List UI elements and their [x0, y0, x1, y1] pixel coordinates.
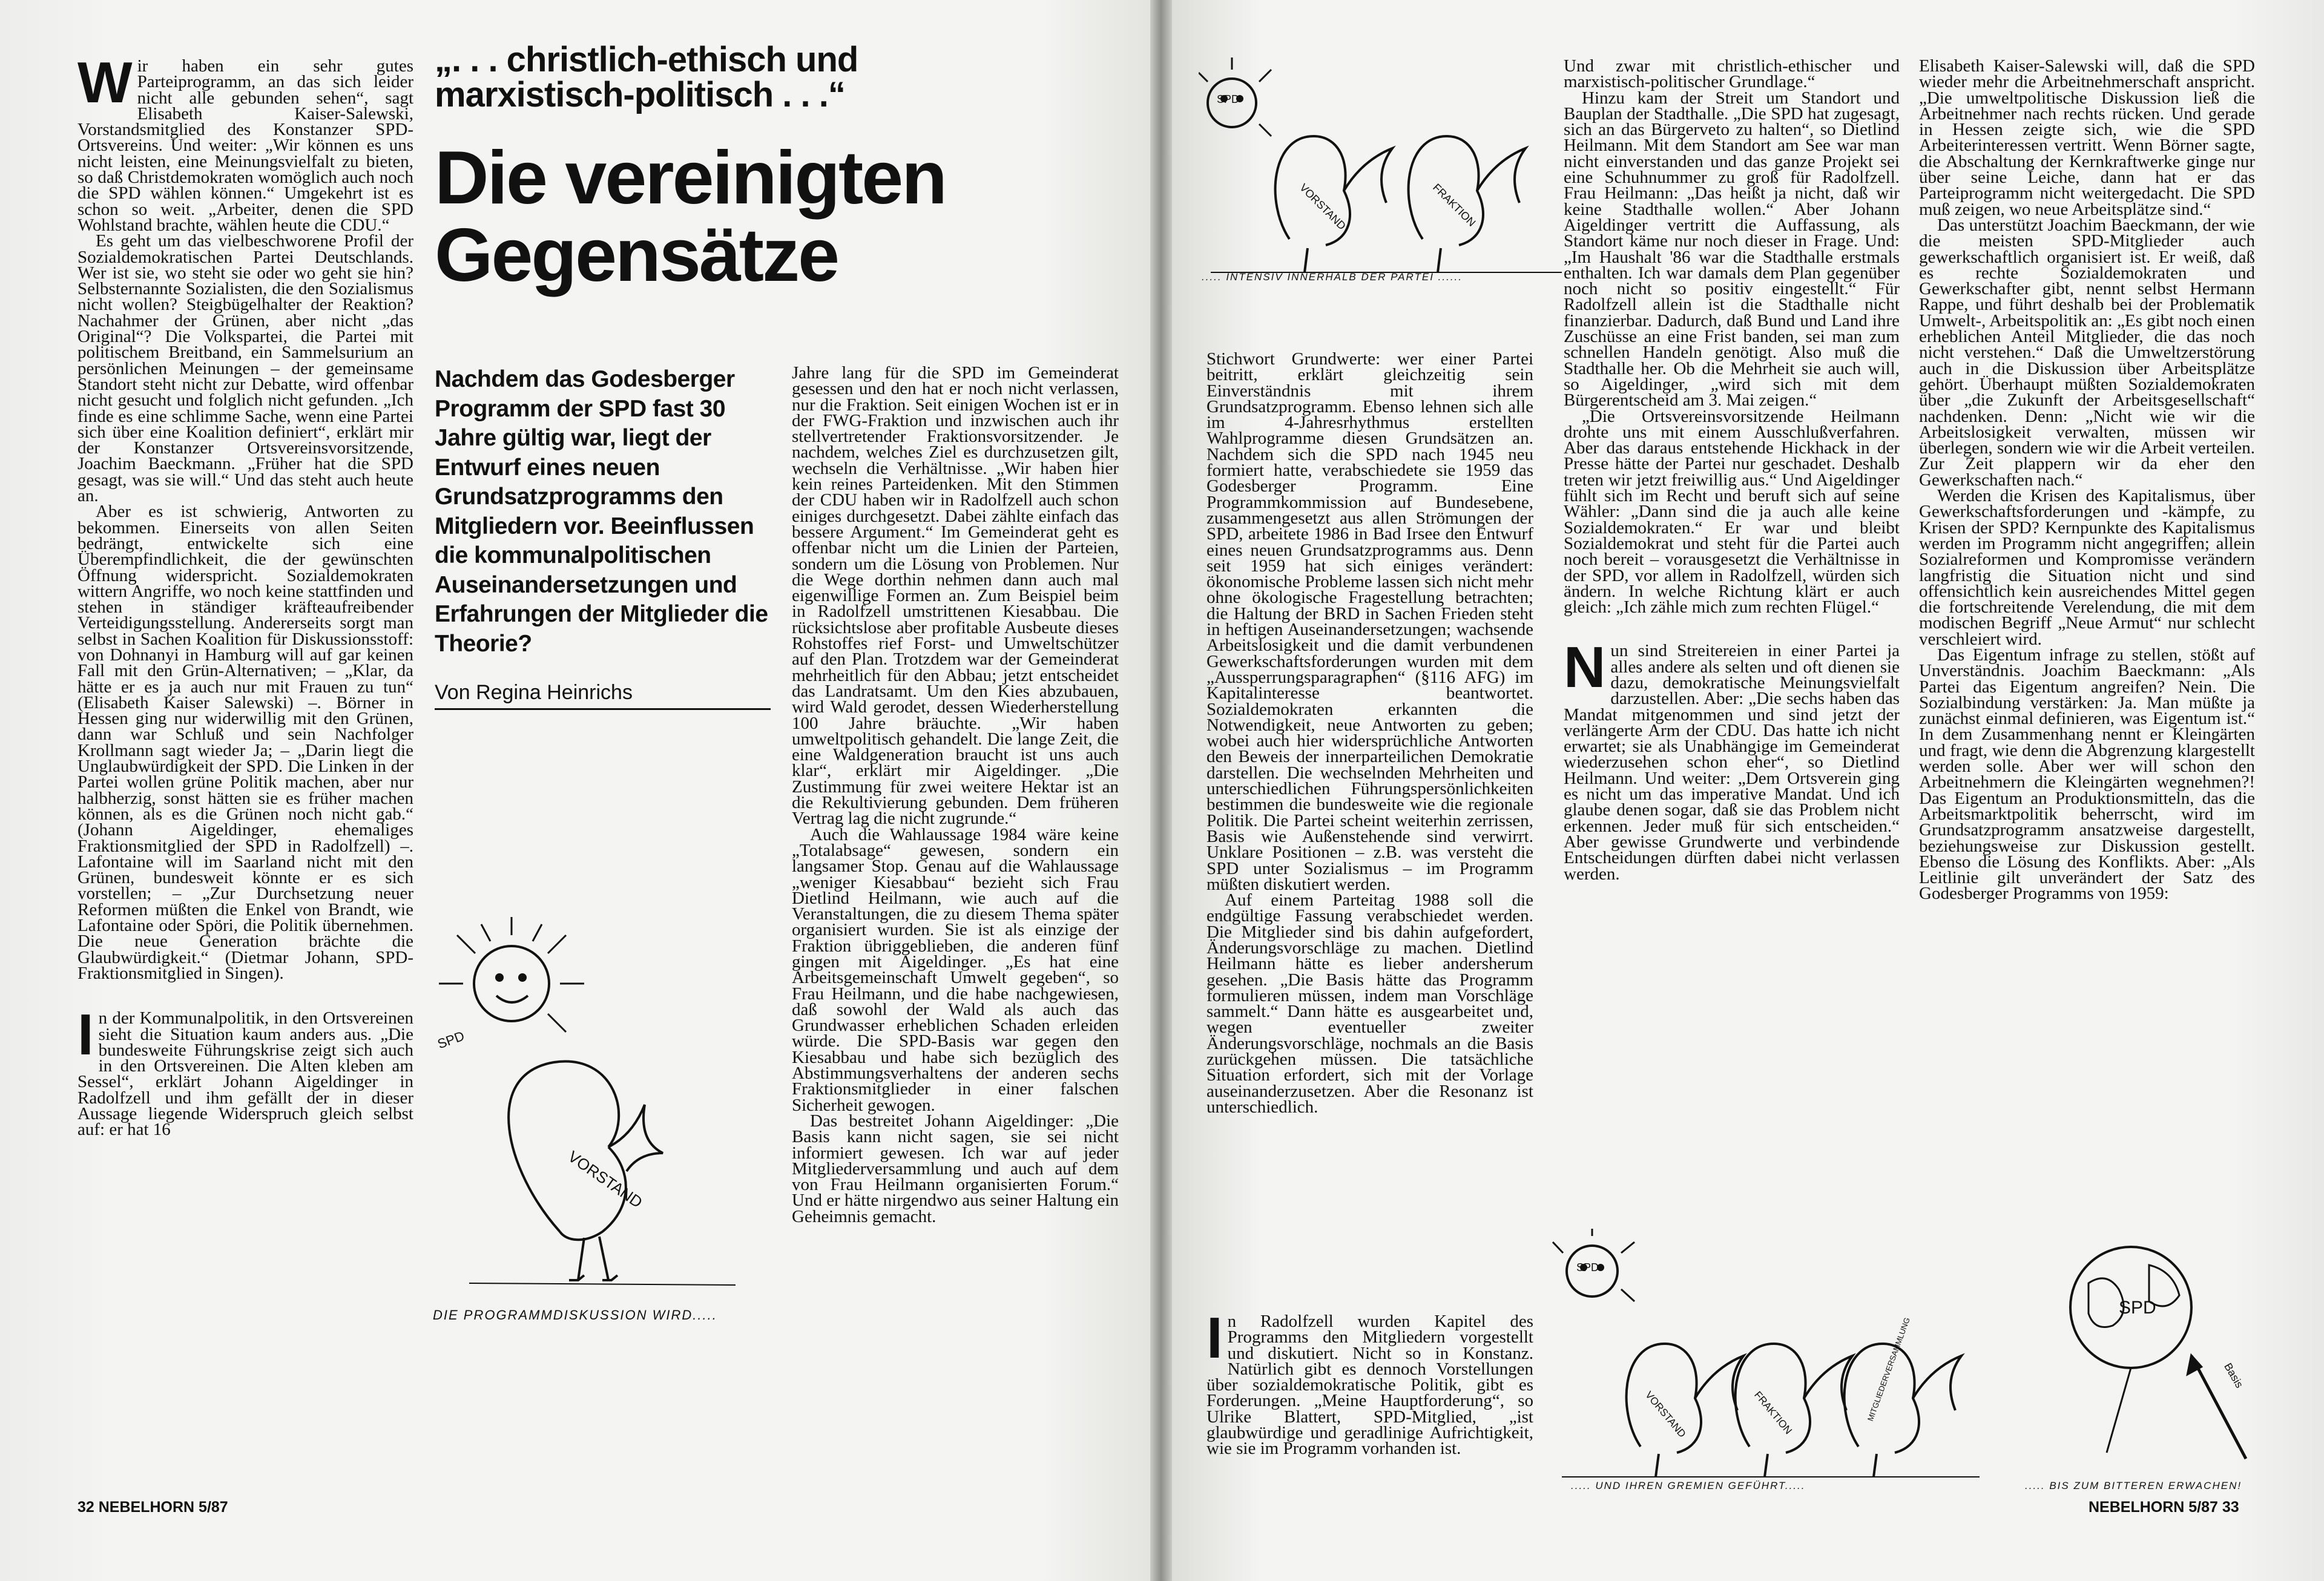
- cartoon-caption: DIE PROGRAMMDISKUSSION WIRD.....: [433, 1307, 717, 1323]
- body-label: FRAKTION: [1752, 1389, 1794, 1437]
- arrow-label: Basis: [2222, 1361, 2246, 1390]
- lead-paragraph: Nachdem das Godesberger Programm der SPD fast 30 Jahre gültig war, liegt der Entwurf eines neuen Grundsatzprogramms den Mitgliedern vor. Beeinflussen die kommunalpolitischen Auseinandersetzungen und Erfahrungen der Mitglieder die Theorie?: [435, 366, 768, 657]
- paragraph: Elisabeth Kaiser-Salewski will, daß die SPD wieder mehr die Arbeitnehmerschaft anspricht. „Die umweltpolitische Diskussion ließ die Arbeitnehmer nach rechts rücken. Und gerade in Hessen zeigte sich, wie die SPD Arbeiterinteressen vertritt. Wenn Börner sagte, die Abschaltung der Kernkraftwerke ginge nur über seine Leiche, dann hat er das Parteiprogramm nicht weitergedacht. Die SPD muß zeigen, wo neue Arbeitsplätze sind.“: [1919, 58, 2255, 219]
- paragraph: Aber es ist schwierig, Antworten zu bekommen. Einerseits von allen Seiten bedrängt, entwickelte sich eine Überempfindlichkeit, die der gewünschten Öffnung widerspricht. Sozialdemokraten wittern Angriffe, wo noch keine stattfinden und stehen in ständiger kräfteaufreibender Verteidigungsstellung. Andererseits sorgt man selbst in Sachen Koalition für Diskussionsstoff: von Dohnanyi in Hamburg will auf gar keinen Fall mit den Grün-Alternativen; – „Klar, da hätte er es ja auch nur mit Frauen zu tun“ (Elisabeth Kaiser Salewski) –. Börner in Hessen ging nur widerwillig mit den Grünen, dann war Schluß und sein Nachfolger Krollmann sagt wieder Ja; – „Darin liegt die Unglaubwürdigkeit der SPD. Die Linken in der Partei wollen grüne Politik machen, aber nur halbherzig, sonst hätten sie es früher machen können, als es die Grünen noch nicht gab.“ (Johann Aigeldinger, ehemaliges Fraktionsmitglied der SPD in Radolfzell) –. Lafontaine will im Saarland nicht mit den Grünen, bundesweit könnte er es sich vorstellen; – „Zur Durchsetzung neuer Reformen müßten die Enkel von Brandt, wie Lafontaine oder Spöri, die Politik übernehmen. Die neue Generation brächte die Glaubwürdigkeit.“ (Dietmar Johann, SPD-Fraktionsmitglied in Singen).: [77, 502, 413, 983]
- paragraph: Jahre lang für die SPD im Gemeinderat gesessen und den hat er noch nicht verlassen, nur die Fraktion. Seit einigen Wochen ist er in der FWG-Fraktion und inzwischen auch ihr stellvertretender Fraktionsvorsitzender. Je nachdem, welches Ziel es durchzusetzen gilt, wechseln die Verhältnisse. „Wir haben hier kein reines Parteidenken. Mit den Stimmen der CDU haben wir in Radolfzell auch schon einiges durchgesetzt. Dabei zählte einfach das bessere Argument.“ Im Gemeinderat geht es offenbar nicht um die Linien der Parteien, sondern um die Lösung von Problemen. Nur die Wege dorthin nehmen dann auch mal eigenwillige Formen an. Zum Beispiel beim in Radolfzell umstrittenen Kiesabbau. Die rücksichtslose aber profitable Ausbeute dieses Rohstoffes rief Forst- und Umweltschützer auf den Plan. Trotzdem war der Gemeinderat mehrheitlich für den Abbau; jetzt entscheidet das Landratsamt. Um den Kies abzubauen, wird Wald gerodet, dessen Wiederherstellung 100 Jahre bräuchte. „Wir haben umweltpolitisch gehandelt. Die lange Zeit, die eine Waldgeneration braucht ist uns auch klar“, erklärt mir Aigeldinger. „Die Zustimmung für zwei weitere Hektar ist an die Rekultivierung gebunden. Dem früheren Vertrag lag die nicht zugrunde.“: [792, 365, 1119, 829]
- body-label: VORSTAND: [1643, 1389, 1688, 1440]
- drop-cap: N: [1564, 635, 1606, 700]
- cartoon-caption: ..... BIS ZUM BITTEREN ERWACHEN!: [2025, 1480, 2242, 1491]
- byline: Von Regina Heinrichs: [435, 681, 771, 710]
- headline: Die vereinigten Gegensätze: [435, 136, 946, 297]
- paragraph: „Die Ortsvereinsvorsitzende Heilmann drohte uns mit einem Ausschlußverfahren. Aber das daraus entstehende Hickhack in der Presse hätte der Partei nur geschadet. Deshalb treten wir jetzt freiwillig aus.“ Und Aigeldinger fühlt sich im Recht und beruft sich auf seine Wähler: „Dann sind die ja auch alle keine Sozialdemokraten.“ Er war und bleibt Sozialdemokrat und steht für die Partei auch noch bereit – vorausgesetzt die Verhältnisse in der SPD, vor allem in Radolfzell, würden sich ändern. In welche Richtung klärt er auch gleich: „Ich zähle mich zum rechten Flügel.“: [1564, 406, 1900, 617]
- paragraph: Stichwort Grundwerte: wer einer Partei beitritt, erklärt gleichzeitig sein Einverständnis mit ihrem Grundsatzprogramm. Ebenso lehnen sich alle im 4-Jahresrhythmus erstellten Wahlprogramme diesen Grundsätzen an. Nachdem sich die SPD nach 1945 neu formiert hatte, verabschiedete sie 1959 das Godesberger Programm. Eine Programmkommission auf Bundesebene, zusammengesetzt aus allen Strömungen der SPD, arbeitete 1986 in Bad Irsee den Entwurf eines neuen Grundsatzprogramms aus. Denn seit 1959 hat sich einiges verändert: ökonomische Probleme lassen sich nicht mehr ohne ökologische Fragestellung betrachten; die Haltung der BRD in Sachen Frieden steht in heftigen Auseinandersetzungen; wachsende Arbeitslosigkeit und die damit verbundenen Gewerkschaftsforderungen wurden mit dem „Aussperrungsparagraphen“ (§116 AFG) im Kapitalinteresse beantwortet. Sozialdemokraten erkannten die Notwendigkeit, neue Antworten zu geben; wobei auch hier widersprüchliche Antworten den Beweis der innerparteilichen Demokratie darstellen. Die wechselnden Mehrheiten und unterschiedlichen Führungspersönlichkeiten bestimmen die bundesweite wie die regionale Politik. Die Partei scheint weiterhin zerrissen, Basis wie Außenstehende sind verwirrt. Unklare Positionen – z.B. was versteht die SPD unter Sozialismus – im Programm müßten diskutiert werden.: [1206, 351, 1533, 894]
- column-2: [792, 365, 1119, 1497]
- body-label: FRAKTION: [1430, 181, 1478, 229]
- column-3-lower: [1206, 1313, 1533, 1495]
- body-label: VORSTAND: [564, 1147, 646, 1212]
- page-number-right: NEBELHORN 5/87 33: [2089, 1499, 2239, 1516]
- page-number-left: 32 NEBELHORN 5/87: [77, 1499, 228, 1516]
- sun-label: SPD: [1576, 1261, 1599, 1274]
- paragraph: Hinzu kam der Streit um Standort und Bauplan der Stadthalle. „Die SPD hat zugesagt, sich an das Bürgerveto zu halten“, so Dietlind Heilmann. Mit dem Standort am See war man nicht einverstanden und das ganze Projekt sei eine Schuhnummer zu groß für Radolfzell. Frau Heilmann: „Das heißt ja nicht, daß wir keine Stadthalle wollen.“ Aber Johann Aigeldinger vertritt die Auffassung, als Standort käme nur noch dieser in Frage. Und: „Im Haushalt '86 war die Stadthalle erstmals enthalten. Ich war damals dem Plan gegenüber noch nicht so positiv eingestellt.“ Für Radolfzell allein ist die Stadthalle nicht finanzierbar. Dadurch, daß Bund und Land ihre Zuschüsse an eine Frist banden, sei man zum schnellen Handeln genötigt. Also muß die Stadthalle her. Ob die Mehrheit sie auch will, so Aigeldinger, „wird sich mit dem Bürgerentscheid am 3. Mai zeigen.“: [1564, 88, 1900, 410]
- paragraph: n der Kommunalpolitik, in den Ortsvereinen sieht die Situation kaum anders aus. „Die bundesweite Führungskrise zeigt sich auch in den Ortsvereinen. Die Alten kleben am Sessel“, erklärt Johann Aigeldinger in Radolfzell und ihm gefällt der in dieser Aussage liegende Widerspruch gleich selbst auf: er hat 16: [77, 1008, 413, 1140]
- paragraph: Das bestreitet Johann Aigeldinger: „Die Basis kann nicht sagen, sie sei nicht informiert gewesen. Ich war auf jeder Mitgliederversammlung und auch auf dem von Frau Heilmann organisierten Forum.“ Und er hätte nirgendwo aus seiner Haltung ein Geheimnis gemacht.: [792, 1111, 1119, 1226]
- cartoon-chicken-vorstand: [433, 917, 763, 1304]
- paragraph: Auf einem Parteitag 1988 soll die endgültige Fassung verabschiedet werden. Die Mitglieder sind bis dahin aufgefordert, Änderungsvorschläge zu machen. Dietlind Heilmann hätte es lieber andersherum gesehen. „Die Basis hätte das Programm formulieren müssen, indem man Vorschläge sammelt.“ Dann hätte es ausgearbeitet und, wegen eventueller zweiter Änderungsvorschläge, nochmals an die Basis zurückgehen müssen. Die tatsächliche Situation erfordert, sich mit der Vorlage auseinanderzusetzen. Aber die Resonanz ist unterschiedlich.: [1206, 890, 1533, 1117]
- body-label: VORSTAND: [1297, 181, 1348, 232]
- paragraph: ir haben ein sehr gutes Parteiprogramm, an das sich leider nicht alle gebunden sehen“, sagt Elisabeth Kaiser-Salewski, Vorstandsmitglied des Konstanzer SPD-Ortsvereins. Und weiter: „Wir können es uns nicht leisten, eine Meinungsvielfalt zu bieten, so daß Christdemokraten womöglich auch noch die SPD wählen können.“ Umgekehrt ist es schon so weit. „Arbeiter, denen die SPD Wohlstand brachte, wählen heute die CDU.“: [77, 58, 413, 235]
- cartoon-globe: [2016, 1229, 2270, 1477]
- sun-label: SPD: [1217, 93, 1240, 105]
- paragraph: n Radolfzell wurden Kapitel des Programms den Mitgliedern vorgestellt und diskutiert. Nicht so in Konstanz. Natürlich gibt es dennoch Vorstellungen über sozialdemokratische Politik, gibt es Forderungen. „Meine Hauptforderung“, so Ulrike Blattert, SPD-Mitglied, „ist glaubwürdige und geradlinige Aufrichtigkeit, wie sie im Programm vorhanden ist.: [1206, 1313, 1533, 1459]
- paragraph: un sind Streitereien in einer Partei ja alles andere als selten und oft dienen sie dazu, demokratische Meinungsvielfalt darzustellen. Aber: „Die sechs haben das Mandat mitgenommen und sind jetzt der verlängerte Arm der CDU. Das hatte ich nicht erwartet; sie als Unabhängige im Gemeinderat wiederzusehen schon eher“, so Dietlind Heilmann. Und weiter: „Dem Ortsverein ging es nicht um das imperative Mandat. Und ich glaube denen sogar, daß sie das Problem nicht erkennen. Jeder muß für sich entscheiden.“ Aber gewisse Grundwerte und verbindende Entscheidungen dürften dabei nicht verlassen werden.: [1564, 641, 1900, 884]
- drop-cap: I: [77, 1002, 94, 1068]
- column-5: [1919, 58, 2255, 1202]
- paragraph: Es geht um das vielbeschworene Profil der Sozialdemokratischen Partei Deutschlands. Wer ist sie, wo steht sie oder wo geht sie hin? Selbsternannte Sozialisten, die den Sozialismus nicht wollen? Steigbügelhalter der Reaktion? Nachahmer der Grünen, aber nicht „das Original“? Die Volkspartei, die Partei mit politischem Breitband, ein Sammelsurium an persönlichen Meinungen – der gemeinsame Standort steht nicht zur Debatte, wird offenbar nicht gesucht und folglich nicht gefunden. „Ich finde es eine schlimme Sache, wenn eine Partei sich über eine Koalition definiert“, erklärt mir der Konstanzer Ortsvereinsvorsitzende, Joachim Baeckmann. „Früher hat die SPD gesagt, was sie will.“ Und das steht auch heute an.: [77, 231, 413, 506]
- paragraph: Das Eigentum infrage zu stellen, stößt auf Unverständnis. Joachim Baeckmann: „Als Partei das Eigentum angreifen? Nein. Die Sozialbindung verstärken: Ja. Man müßte ja zunächst einmal definieren, was Eigentum ist.“ In dem Zusammenhang nennt er Kleingärten und fragt, wie denn die Abgrenzung klargestellt werden solle. Aber wer will schon den Arbeitnehmern die Kleingärten wegnehmen?! Das Eigentum an Produktionsmitteln, das die Arbeitsmarktpolitik beherrscht, wird im Grundsatzprogramm ansatzweise dargestellt, beziehungsweise zur Diskussion gestellt. Ebenso die Lösung des Konflikts. Aber: „Als Leitlinie gilt unverändert der Satz des Godesberger Programms von 1959:: [1919, 645, 2255, 904]
- paragraph: Und zwar mit christlich-ethischer und marxistisch-politischer Grundlage.“: [1564, 58, 1900, 92]
- globe-label: SPD: [2119, 1298, 2156, 1318]
- drop-cap: W: [77, 58, 133, 115]
- column-4: [1564, 58, 1900, 1208]
- cartoon-caption: ..... INTENSIV INNERHALB DER PARTEI ......: [1202, 271, 1463, 283]
- sun-label: SPD: [435, 1028, 467, 1052]
- column-3: [1206, 351, 1533, 1283]
- body-label: MITGLIEDERVERSAMMLUNG: [1865, 1316, 1912, 1422]
- cartoon-chickens-bottom: [1550, 1229, 1986, 1489]
- kicker-quote: „. . . christlich-ethisch und marxistisch-politisch . . .“: [435, 40, 858, 114]
- spine-gutter: [1150, 0, 1172, 1581]
- cartoon-caption: ..... UND IHREN GREMIEN GEFÜHRT.....: [1571, 1480, 1806, 1491]
- paragraph: Auch die Wahlaussage 1984 wäre keine „Totalabsage“ gewesen, sondern ein langsamer Stop. Genau auf die Wahlaussage „weniger Kiesabbau“ bezieht sich Frau Dietlind Heilmann, wie auch auf die Veranstaltungen, die zu diesem Thema später organisiert wurden. Sie ist als einzige der Fraktion übriggeblieben, die anderen fünf gingen mit Aigeldinger. „Es hat eine Arbeitsgemeinschaft Umwelt gegeben“, so Frau Heilmann, und die habe nachgewiesen, daß sowohl der Wald als auch das Grundwasser erheblichen Schaden erleiden würde. Die SPD-Basis war gegen den Kiesabbau und habe sich bezüglich des Abstimmungsverhaltens der anderen sechs Fraktionsmitglieder in einer falschen Sicherheit gewogen.: [792, 824, 1119, 1115]
- cartoon-chickens-top: [1199, 58, 1568, 288]
- paragraph: Das unterstützt Joachim Baeckmann, der wie die meisten SPD-Mitglieder auch gewerkschaftlich organisiert ist. Er weiß, daß es rechte Sozialdemokraten und Gewerkschafter gibt, nennt selbst Hermann Rappe, und führt deshalb bei der Problematik Umwelt-, Arbeitspolitik an: „Es gibt noch einen erheblichen Anteil Mitglieder, die das noch nicht verstehen.“ Daß die Umweltzerstörung auch in die Diskussion über Arbeitsplätze gehört. Überhaupt müßten Sozialdemokraten über „die Zukunft der Arbeitsgesellschaft“ nachdenken. Denn: „Nicht wie wir die Arbeitslosigkeit verwalten, müssen wir überlegen, sondern wie wir die Arbeit verteilen. Zur Zeit plappern wir da eher den Gewerkschaften nach.“: [1919, 215, 2255, 490]
- column-1: [77, 58, 413, 1493]
- paragraph: Werden die Krisen des Kapitalismus, über Gewerkschaftsforderungen und -kämpfe, zu Krisen der SPD? Kernpunkte des Kapitalismus werden im Programm nicht angegriffen; allein Sozialreformen und Kompromisse verändern langfristig die Situation nicht und sind offensichtlich kein ausreichendes Mittel gegen die fortschreitende Verelendung, die mit dem modischen Begriff „Neue Armut“ nur schlecht verschleiert wird.: [1919, 486, 2255, 649]
- drop-cap: I: [1206, 1313, 1223, 1370]
